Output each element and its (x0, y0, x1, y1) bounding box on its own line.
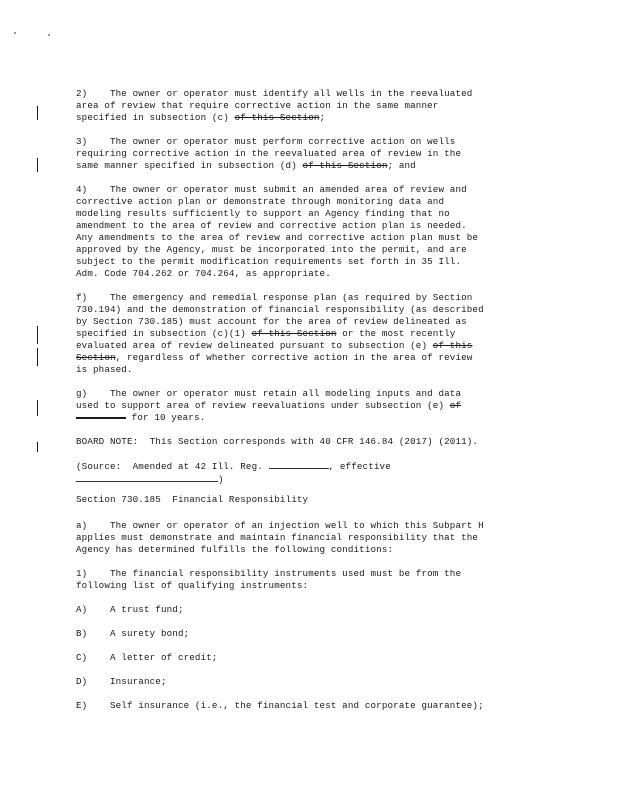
text-run: evaluated area of review delineated pursuant to subsection (e) (76, 340, 433, 351)
redaction-mark (76, 417, 126, 419)
text-run: by Section 730.185) must account for the area of review delineated as (76, 316, 467, 327)
scan-speck (14, 32, 16, 34)
text-run: f) The emergency and remedial response plan (as required by Section (76, 292, 473, 303)
paragraph (76, 520, 546, 556)
list-item (76, 676, 546, 688)
text-run: 2) The owner or operator must identify all wells in the reevaluated (76, 88, 473, 99)
text-run: corrective action plan or demonstrate through monitoring data and (76, 196, 445, 207)
struck-text: of (449, 400, 462, 411)
text-line (76, 256, 546, 268)
text-run: 1) The financial responsibility instruments used must be from the (76, 568, 462, 579)
text-line (76, 100, 546, 112)
change-bar (37, 442, 38, 452)
text-line (76, 388, 546, 400)
text-line (76, 136, 546, 148)
struck-text: of this Section (251, 328, 337, 339)
text-line (76, 494, 546, 506)
change-bar (37, 158, 38, 172)
text-line (76, 304, 546, 316)
text-line (76, 412, 546, 424)
text-line (76, 148, 546, 160)
text-line (76, 436, 546, 448)
text-line (76, 184, 546, 196)
paragraph (76, 88, 546, 124)
text-line (76, 160, 546, 172)
text-run: 4) The owner or operator must submit an amended area of review and (76, 184, 467, 195)
text-run: (Source: Amended at 42 Ill. Reg. (76, 461, 269, 472)
paragraph (76, 388, 546, 424)
paragraph (76, 568, 546, 592)
text-line (76, 244, 546, 256)
text-run: is phased. (76, 364, 133, 375)
text-line (76, 208, 546, 220)
text-run: for 10 years. (126, 412, 206, 423)
text-run: 3) The owner or operator must perform corrective action on wells (76, 136, 456, 147)
text-line (76, 544, 546, 556)
struck-text: of this Section (302, 160, 388, 171)
section-heading (76, 494, 546, 506)
paragraph (76, 292, 546, 376)
text-line (76, 520, 546, 532)
text-line (76, 580, 546, 592)
text-run: modeling results sufficiently to support an Agency finding that no (76, 208, 450, 219)
list-item (76, 652, 546, 664)
text-run: , regardless of whether corrective action in the area of review (115, 352, 473, 363)
text-run: Adm. Code 704.262 or 704.264, as appropriate. (76, 268, 331, 279)
text-run: specified in subsection (c)(1) (76, 328, 252, 339)
text-run: Section 730.185 Financial Responsibility (76, 494, 309, 505)
struck-text: of this Section (234, 112, 320, 123)
paragraph (76, 136, 546, 172)
paragraph (76, 184, 546, 280)
list-item (76, 604, 546, 616)
text-run: same manner specified in subsection (d) (76, 160, 303, 171)
board-note (76, 436, 546, 448)
change-bar (37, 106, 38, 120)
text-run: ) (218, 474, 224, 485)
text-line (76, 352, 546, 364)
text-run: C) A letter of credit; (76, 652, 218, 663)
text-line (76, 532, 546, 544)
scan-speck (48, 34, 50, 36)
text-run: ; and (387, 160, 416, 171)
text-run: applies must demonstrate and maintain financial responsibility that the (76, 532, 479, 543)
change-bar (37, 348, 38, 366)
text-line (76, 473, 546, 486)
text-run: amendment to the area of review and corrective action plan is needed. (76, 220, 467, 231)
text-line (76, 652, 546, 664)
text-run: BOARD NOTE: This Section corresponds with 40 CFR 146.84 (2017) (2011). (76, 436, 479, 447)
text-line (76, 232, 546, 244)
text-line (76, 88, 546, 100)
text-run: ; (319, 112, 326, 123)
text-line (76, 604, 546, 616)
change-bar (37, 326, 38, 344)
text-run: Agency has determined fulfills the following conditions: (76, 544, 394, 555)
text-line (76, 700, 546, 712)
text-run: a) The owner or operator of an injection well to which this Subpart H (76, 520, 484, 531)
text-line (76, 268, 546, 280)
text-run: , effective (328, 461, 391, 472)
list-item (76, 700, 546, 712)
text-run: g) The owner or operator must retain all modeling inputs and data (76, 388, 462, 399)
text-run: E) Self insurance (i.e., the financial test and corporate guarantee); (76, 700, 484, 711)
text-line (76, 220, 546, 232)
text-line (76, 460, 546, 473)
text-line (76, 676, 546, 688)
text-run: approved by the Agency, must be incorporated into the permit, and are (76, 244, 467, 255)
text-line (76, 316, 546, 328)
struck-text: of this (432, 340, 473, 351)
text-line (76, 112, 546, 124)
text-line (76, 628, 546, 640)
text-run: following list of qualifying instruments: (76, 580, 309, 591)
source-note (76, 460, 546, 486)
text-line (76, 328, 546, 340)
text-run: A) A trust fund; (76, 604, 184, 615)
text-run: or the most recently (336, 328, 456, 339)
change-bar (37, 400, 38, 416)
struck-text: Section (76, 352, 116, 363)
text-run: area of review that require corrective action in the same manner (76, 100, 439, 111)
text-line (76, 568, 546, 580)
text-run: specified in subsection (c) (76, 112, 235, 123)
blank-underline (269, 460, 329, 469)
blank-underline (76, 473, 218, 482)
text-line (76, 340, 546, 352)
text-line (76, 292, 546, 304)
text-line (76, 196, 546, 208)
text-run: subject to the permit modification requirements set forth in 35 Ill. (76, 256, 462, 267)
text-run: requiring corrective action in the reevaluated area of review in the (76, 148, 462, 159)
text-line (76, 400, 546, 412)
text-run: 730.194) and the demonstration of financial responsibility (as described (76, 304, 484, 315)
text-line (76, 364, 546, 376)
text-run: used to support area of review reevaluations under subsection (e) (76, 400, 450, 411)
text-run: Any amendments to the area of review and corrective action plan must be (76, 232, 479, 243)
text-run: B) A surety bond; (76, 628, 190, 639)
text-run: D) Insurance; (76, 676, 167, 687)
list-item (76, 628, 546, 640)
